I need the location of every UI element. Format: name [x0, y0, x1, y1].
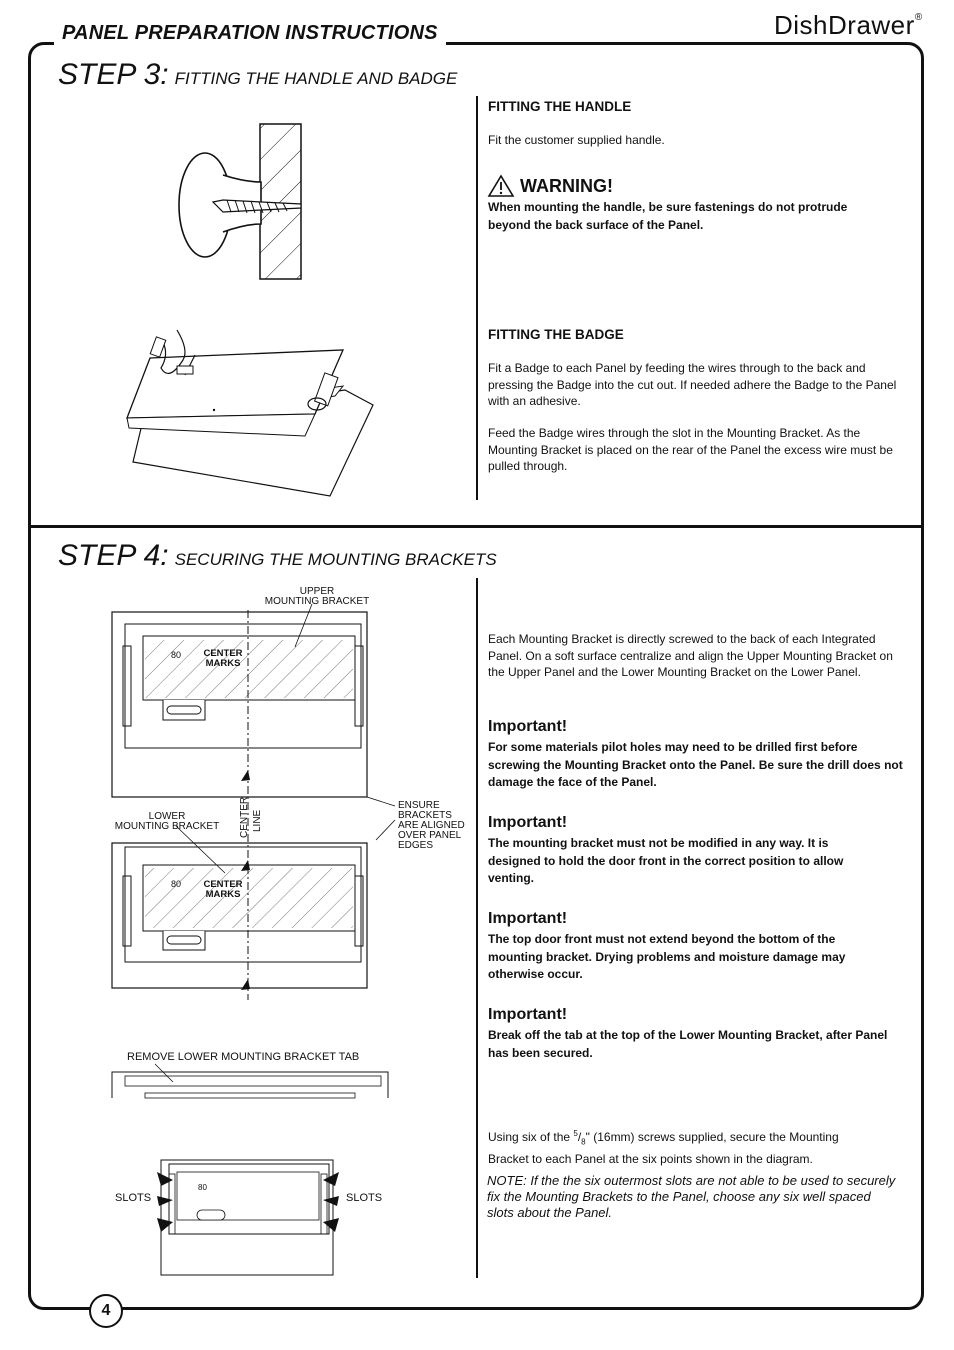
- step3-column-rule: [476, 96, 478, 500]
- handle-diagram: [175, 120, 315, 285]
- svg-text:ARE ALIGNED: ARE ALIGNED: [398, 820, 465, 831]
- handle-text: Fit the customer supplied handle.: [488, 133, 665, 147]
- warning-text: When mounting the handle, be sure fastenings do not protrude beyond the back surface of the Panel.: [488, 200, 848, 232]
- mounting-bracket-diagram: [105, 580, 475, 1280]
- svg-text:MARKS: MARKS: [205, 889, 241, 900]
- svg-text:80: 80: [198, 1183, 207, 1192]
- svg-text:SLOTS: SLOTS: [346, 1192, 383, 1204]
- svg-text:SLOTS: SLOTS: [115, 1192, 152, 1204]
- svg-text:CENTER: CENTER: [239, 796, 250, 838]
- svg-text:MOUNTING BRACKET: MOUNTING BRACKET: [114, 821, 220, 832]
- svg-text:CENTER: CENTER: [203, 879, 243, 890]
- svg-text:MARKS: MARKS: [205, 658, 241, 669]
- important-4-text: Break off the tab at the top of the Lower Mounting Bracket, after Panel has been secured.: [488, 1028, 888, 1060]
- svg-text:LINE: LINE: [252, 809, 263, 832]
- slots-note: NOTE: If the the six outermost slots are not able to be used to securely fix the Mounting Brackets to the Panel, choose any six well spaced slots about the Panel.: [487, 1173, 896, 1220]
- warning-icon: [488, 175, 514, 197]
- important-3-text: The top door front must not extend beyond the bottom of the mounting bracket. Drying problems and moisture damage may otherwise occur.: [488, 932, 846, 981]
- badge-heading: FITTING THE BADGE: [488, 327, 624, 342]
- page-number: 4: [89, 1294, 123, 1328]
- step4-column-rule: [476, 578, 478, 1278]
- badge-text-2: Feed the Badge wires through the slot in the Mounting Bracket. As the Mounting Bracket is placed on the rear of the Panel the excess wire must be pulled through.: [488, 426, 893, 473]
- svg-text:OVER PANEL: OVER PANEL: [398, 830, 462, 841]
- svg-text:CENTER: CENTER: [203, 648, 243, 659]
- handle-heading: FITTING THE HANDLE: [488, 99, 632, 114]
- important-2-text: The mounting bracket must not be modified in any way. It is designed to hold the door front in the correct position to allow venting.: [488, 836, 844, 885]
- svg-text:UPPER: UPPER: [299, 586, 335, 597]
- svg-text:80: 80: [171, 879, 182, 889]
- badge-text-1: Fit a Badge to each Panel by feeding the wires through to the back and pressing the Badge into the cut out. If needed adhere the Badge to the Panel with an adhesive.: [488, 361, 897, 408]
- svg-text:ENSURE: ENSURE: [398, 800, 440, 811]
- svg-text:80: 80: [171, 650, 182, 660]
- mounting-intro: Each Mounting Bracket is directly screwed to the back of each Integrated Panel. On a soft surface centralize and align the Upper Mounting Bracket on the Upper Panel and the Lower Mounting Bracket on the Lower Panel.: [488, 632, 893, 679]
- svg-text:EDGES: EDGES: [398, 840, 434, 851]
- svg-text:REMOVE LOWER MOUNTING BRACKET: REMOVE LOWER MOUNTING BRACKET TAB: [127, 1051, 360, 1063]
- svg-text:LOWER: LOWER: [148, 811, 186, 822]
- important-4-heading: Important!: [488, 1006, 568, 1023]
- important-1-heading: Important!: [488, 718, 568, 735]
- page-title: PANEL PREPARATION INSTRUCTIONS: [54, 22, 446, 45]
- important-3-heading: Important!: [488, 910, 568, 927]
- brand-logo: DishDrawer®: [766, 10, 931, 41]
- svg-text:BRACKETS: BRACKETS: [398, 810, 452, 821]
- section-divider: [28, 525, 924, 528]
- important-2-heading: Important!: [488, 814, 568, 831]
- step4-heading: STEP 4: SECURING THE MOUNTING BRACKETS: [58, 539, 497, 572]
- svg-text:MOUNTING BRACKET: MOUNTING BRACKET: [264, 596, 370, 607]
- step3-heading: STEP 3: FITTING THE HANDLE AND BADGE: [58, 58, 458, 91]
- badge-diagram: [125, 320, 385, 500]
- warning-heading: WARNING!: [488, 175, 613, 197]
- important-1-text: For some materials pilot holes may need to be drilled first before screwing the Mounting Bracket onto the Panel. Be sure the drill does not damage the face of the Panel.: [488, 740, 903, 789]
- screws-text: Using six of the $^5/_8$" (16mm) screws supplied, secure the Mounting Bracket to each Panel at the six points shown in the diagram.: [488, 1129, 839, 1166]
